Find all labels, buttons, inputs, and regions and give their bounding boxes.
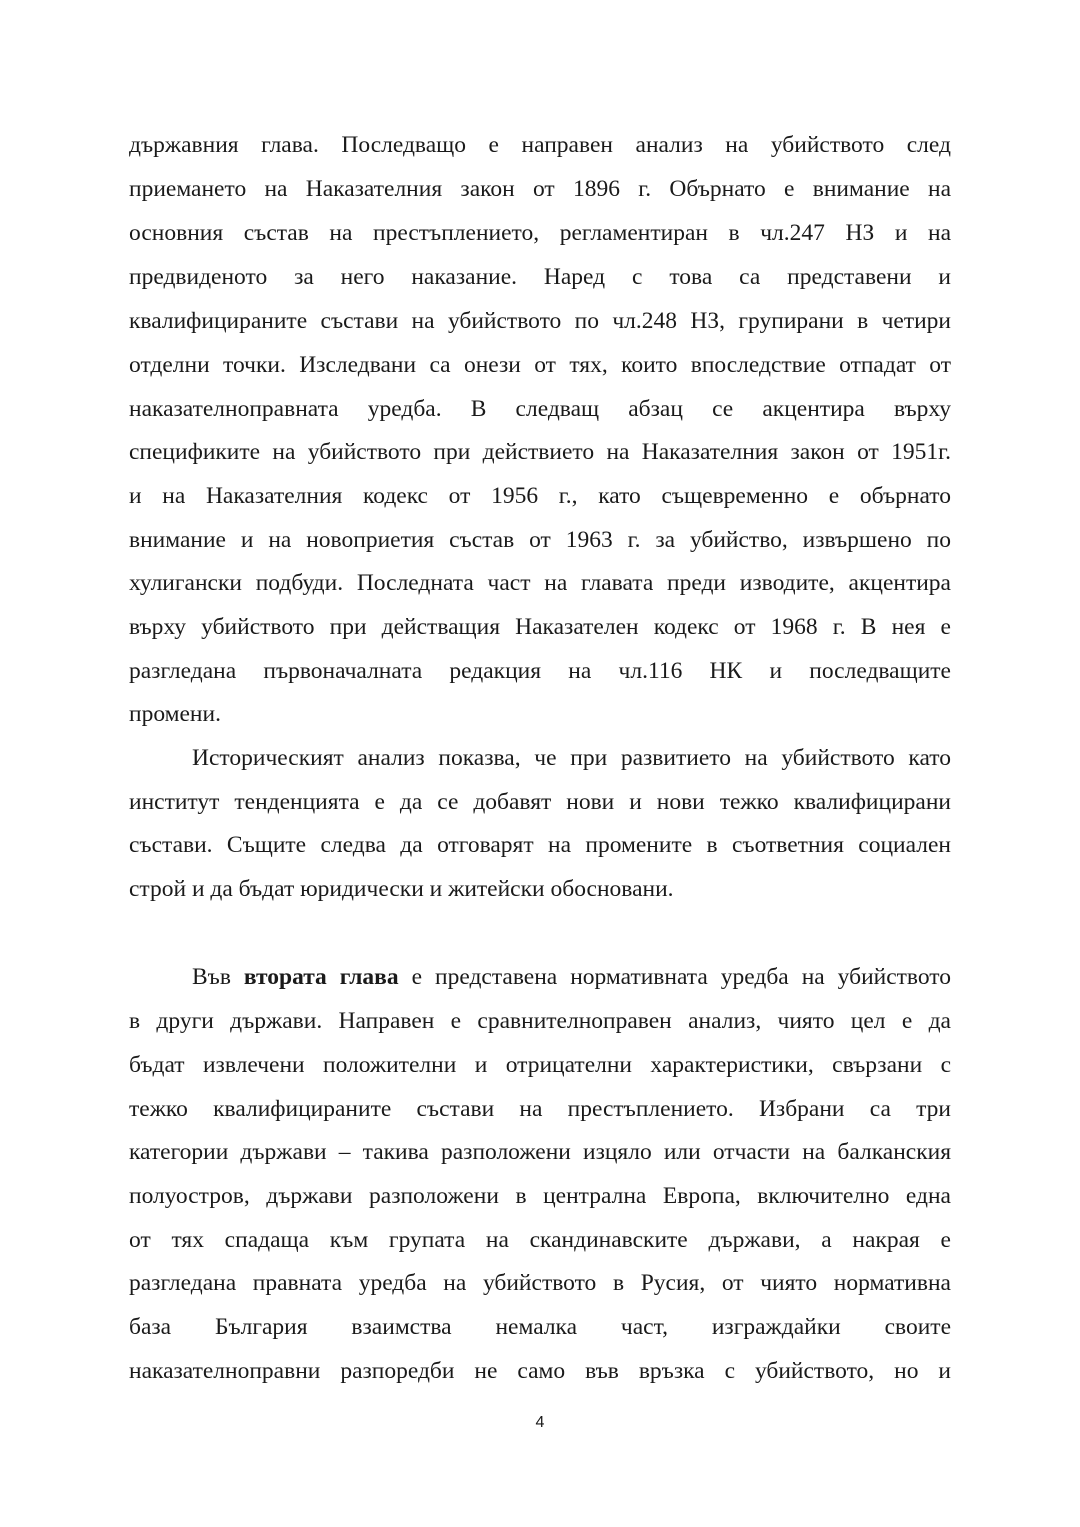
text-line: спецификите на убийството при действието на Наказателния закон от 1951г. (129, 439, 951, 465)
text-line: наказателноправни разпоредби не само във връзка с убийството, но и (129, 1358, 951, 1384)
text-line: основния състав на престъплението, регламентиран в чл.247 НЗ и на (129, 220, 951, 246)
text-line: приемането на Наказателния закон от 1896 г. Обърнато е внимание на (129, 176, 951, 202)
text-line: строй и да бъдат юридически и житейски обосновани. (129, 876, 674, 902)
text-line: внимание и на новоприетия състав от 1963 г. за убийство, извършено по (129, 527, 951, 553)
text-run: Във (192, 964, 231, 990)
text-line: наказателноправната уредба. В следващ абзац се акцентира върху (129, 396, 951, 422)
text-line: институт тенденцията е да се добавят нови и нови тежко квалифицирани (129, 789, 951, 815)
text-line: хулигански подбуди. Последната част на главата преди изводите, акцентира (129, 570, 951, 596)
text-line: полуостров, държави разположени в централна Европа, включително една (129, 1183, 951, 1209)
text-line: състави. Същите следва да отговарят на промените в съответния социален (129, 832, 951, 858)
text-line: тежко квалифицираните състави на престъплението. Избрани са три (129, 1096, 951, 1122)
text-line: промени. (129, 701, 221, 727)
chapter-reference: втората глава (243, 964, 399, 990)
text-run: е представена нормативната уредба на убийството (411, 964, 952, 990)
text-line: в други държави. Направен е сравнителноправен анализ, чиято цел е да (129, 1008, 951, 1034)
text-line: държавния глава. Последващо е направен анализ на убийството след (129, 132, 951, 158)
text-line (192, 962, 951, 992)
text-line: предвиденото за него наказание. Наред с това са представени и (129, 264, 951, 290)
text-line: разгледана първоначалната редакция на чл.116 НК и последващите (129, 658, 951, 684)
text-line: квалифицираните състави на убийството по чл.248 НЗ, групирани в четири (129, 308, 951, 334)
text-line: върху убийството при действащия Наказателен кодекс от 1968 г. В нея е (129, 614, 951, 640)
text-line: и на Наказателния кодекс от 1956 г., като същевременно е обърнато (129, 483, 951, 509)
text-line: база България взаимства немалка част, изграждайки своите (129, 1314, 951, 1340)
text-line: бъдат извлечени положителни и отрицателни характеристики, свързани с (129, 1052, 951, 1078)
page-number: 4 (535, 1414, 545, 1431)
text-line: от тях спадаща към групата на скандинавските държави, а накрая е (129, 1227, 951, 1253)
text-line: отделни точки. Изследвани са онези от тях, които впоследствие отпадат от (129, 352, 951, 378)
text-line: категории държави – такива разположени изцяло или отчасти на балканския (129, 1139, 951, 1165)
text-line: разгледана правната уредба на убийството в Русия, от чиято нормативна (129, 1270, 951, 1296)
text-line: Историческият анализ показва, че при развитието на убийството като (192, 745, 951, 771)
